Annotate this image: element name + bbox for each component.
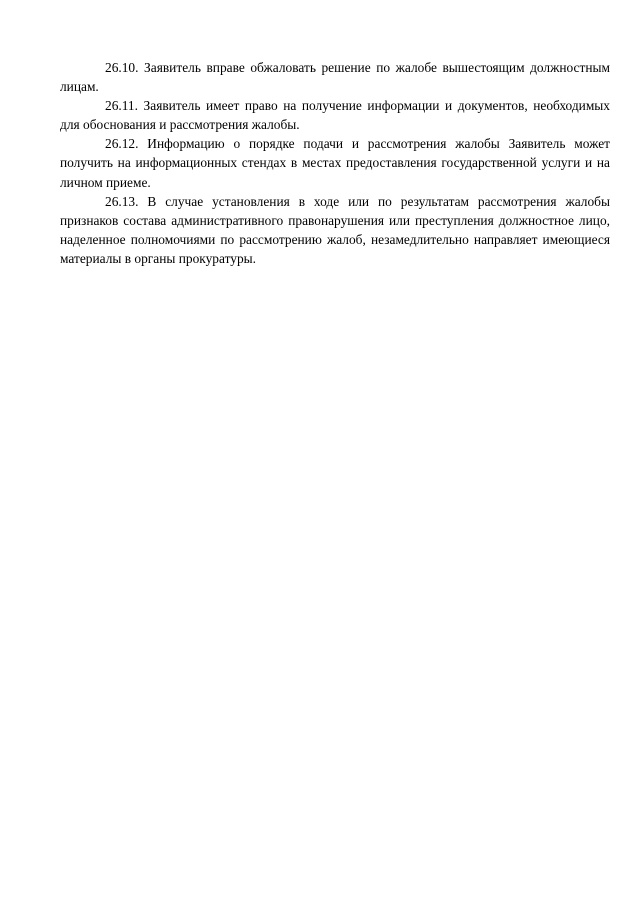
paragraph-number: 26.11.: [105, 98, 138, 114]
paragraph-text: Заявитель имеет право на получение информации и документов, необходимых для обоснования и рассмотрения жалобы.: [60, 98, 610, 133]
paragraph-26-12: [60, 134, 610, 191]
paragraph-number: 26.12.: [105, 136, 139, 152]
paragraph-number: 26.10.: [105, 60, 139, 75]
paragraph-number: 26.13.: [105, 193, 139, 209]
paragraph-26-10: [60, 58, 610, 96]
paragraph-text: Информацию о порядке подачи и рассмотрения жалобы Заявитель может получить на информационных стендах в местах предоставления государственной услуги и на личном приеме.: [60, 136, 610, 190]
paragraph-text: Заявитель вправе обжаловать решение по жалобе вышестоящим должностным лицам.: [60, 60, 610, 95]
document-body: [60, 58, 610, 268]
paragraph-26-11: [60, 96, 610, 134]
paragraph-26-13: [60, 192, 610, 268]
paragraph-text: В случае установления в ходе или по результатам рассмотрения жалобы признаков состава административного правонарушения или преступления должностное лицо, наделенное полномочиями по рассмотрению жалоб, незамедлительно направляет имеющиеся материалы в органы прокуратуры.: [60, 193, 610, 266]
